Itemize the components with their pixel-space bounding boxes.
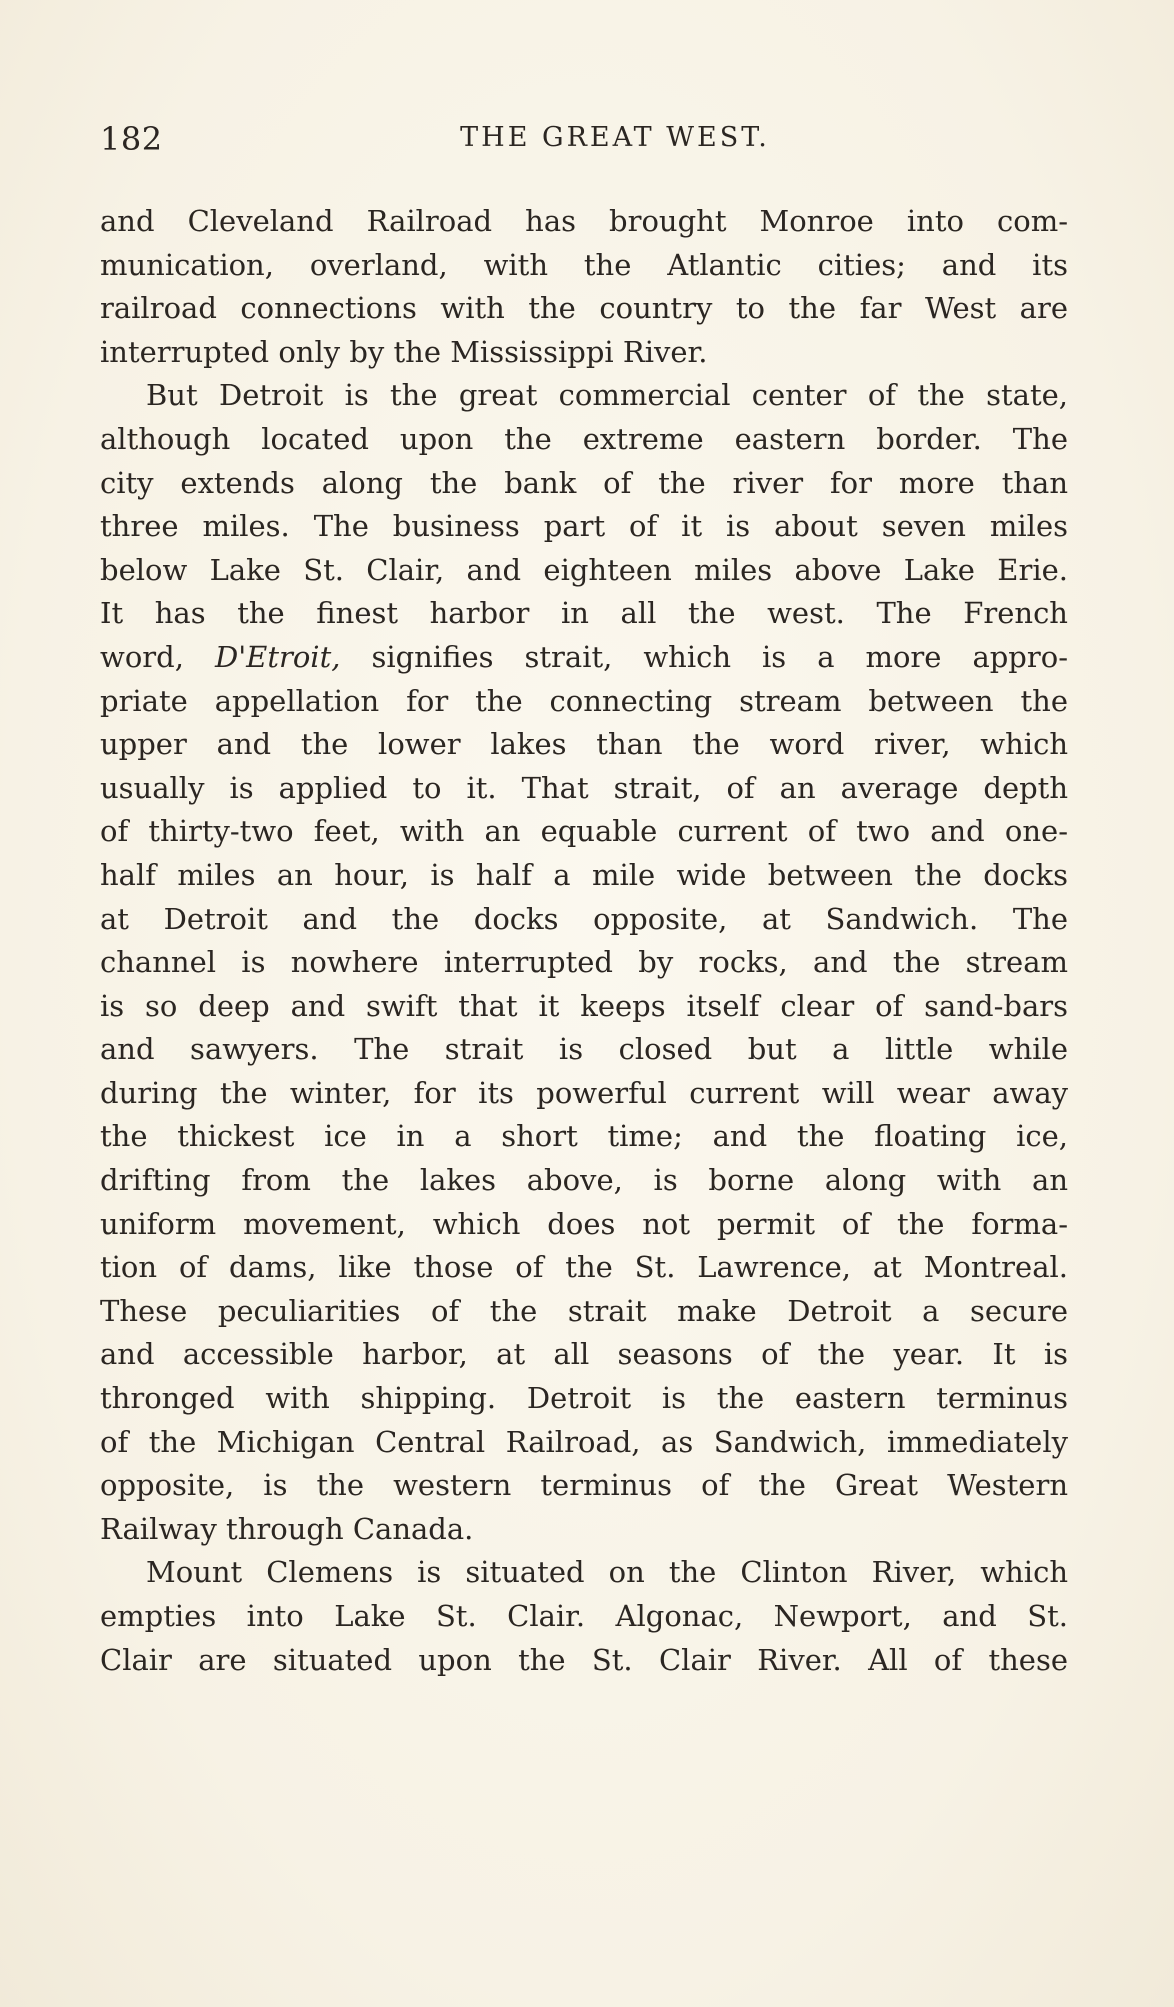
italic-word: D'Etroit,: [214, 639, 341, 674]
text-line: and sawyers. The strait is closed but a little while: [100, 1032, 1068, 1067]
text-line: interrupted only by the Mississippi River.: [100, 334, 708, 369]
text-line: although located upon the extreme eastern border. The: [100, 421, 1068, 456]
text-line: Mount Clemens is situated on the Clinton River, which: [146, 1555, 1068, 1590]
text-line: during the winter, for its powerful current will wear away: [100, 1075, 1068, 1110]
text-line: thronged with shipping. Detroit is the eastern terminus: [100, 1381, 1068, 1416]
text-line: upper and the lower lakes than the word river, which: [100, 727, 1068, 762]
body-text: [100, 200, 1068, 1682]
text-line: three miles. The business part of it is about seven miles: [100, 509, 1068, 544]
text-line: half miles an hour, is half a mile wide between the docks: [100, 857, 1068, 892]
text-line: railroad connections with the country to the far West are: [100, 291, 1068, 326]
running-head: THE GREAT WEST.: [460, 122, 770, 153]
text-line: is so deep and swift that it keeps itself clear of sand-bars: [100, 988, 1068, 1023]
text-line: These peculiarities of the strait make Detroit a secure: [100, 1293, 1068, 1328]
text-line: But Detroit is the great commercial center of the state,: [146, 378, 1068, 413]
text-line: Clair are situated upon the St. Clair River. All of these: [100, 1642, 1068, 1677]
text-line: [100, 636, 1068, 680]
text-line: Railway through Canada.: [100, 1511, 474, 1546]
text-line: and accessible harbor, at all seasons of the year. It is: [100, 1337, 1068, 1372]
text-line: channel is nowhere interrupted by rocks, and the stream: [100, 945, 1068, 980]
text-line: tion of dams, like those of the St. Lawrence, at Montreal.: [100, 1250, 1068, 1285]
text-line: of thirty-two feet, with an equable current of two and one-: [100, 814, 1068, 849]
text-fragment: word,: [100, 639, 215, 674]
text-line: at Detroit and the docks opposite, at Sandwich. The: [100, 901, 1068, 936]
text-line: uniform movement, which does not permit of the forma-: [100, 1206, 1068, 1241]
text-line: the thickest ice in a short time; and the floating ice,: [100, 1119, 1068, 1154]
page-header: [100, 120, 1090, 170]
text-fragment: signifies strait, which is a more appro-: [340, 639, 1068, 674]
text-line: It has the finest harbor in all the west. The French: [100, 596, 1068, 631]
text-line: drifting from the lakes above, is borne along with an: [100, 1163, 1068, 1198]
text-line: priate appellation for the connecting stream between the: [100, 683, 1068, 718]
text-line: city extends along the bank of the river for more than: [100, 465, 1068, 500]
text-line: munication, overland, with the Atlantic cities; and its: [100, 247, 1068, 282]
text-line: opposite, is the western terminus of the Great Western: [100, 1468, 1068, 1503]
text-line: usually is applied to it. That strait, of an average depth: [100, 770, 1068, 805]
text-line: below Lake St. Clair, and eighteen miles above Lake Erie.: [100, 552, 1068, 587]
text-line: and Cleveland Railroad has brought Monroe into com-: [100, 204, 1068, 238]
text-line: empties into Lake St. Clair. Algonac, Newport, and St.: [100, 1599, 1068, 1633]
text-line: of the Michigan Central Railroad, as Sandwich, immediately: [100, 1424, 1068, 1459]
page-number: 182: [100, 120, 163, 158]
